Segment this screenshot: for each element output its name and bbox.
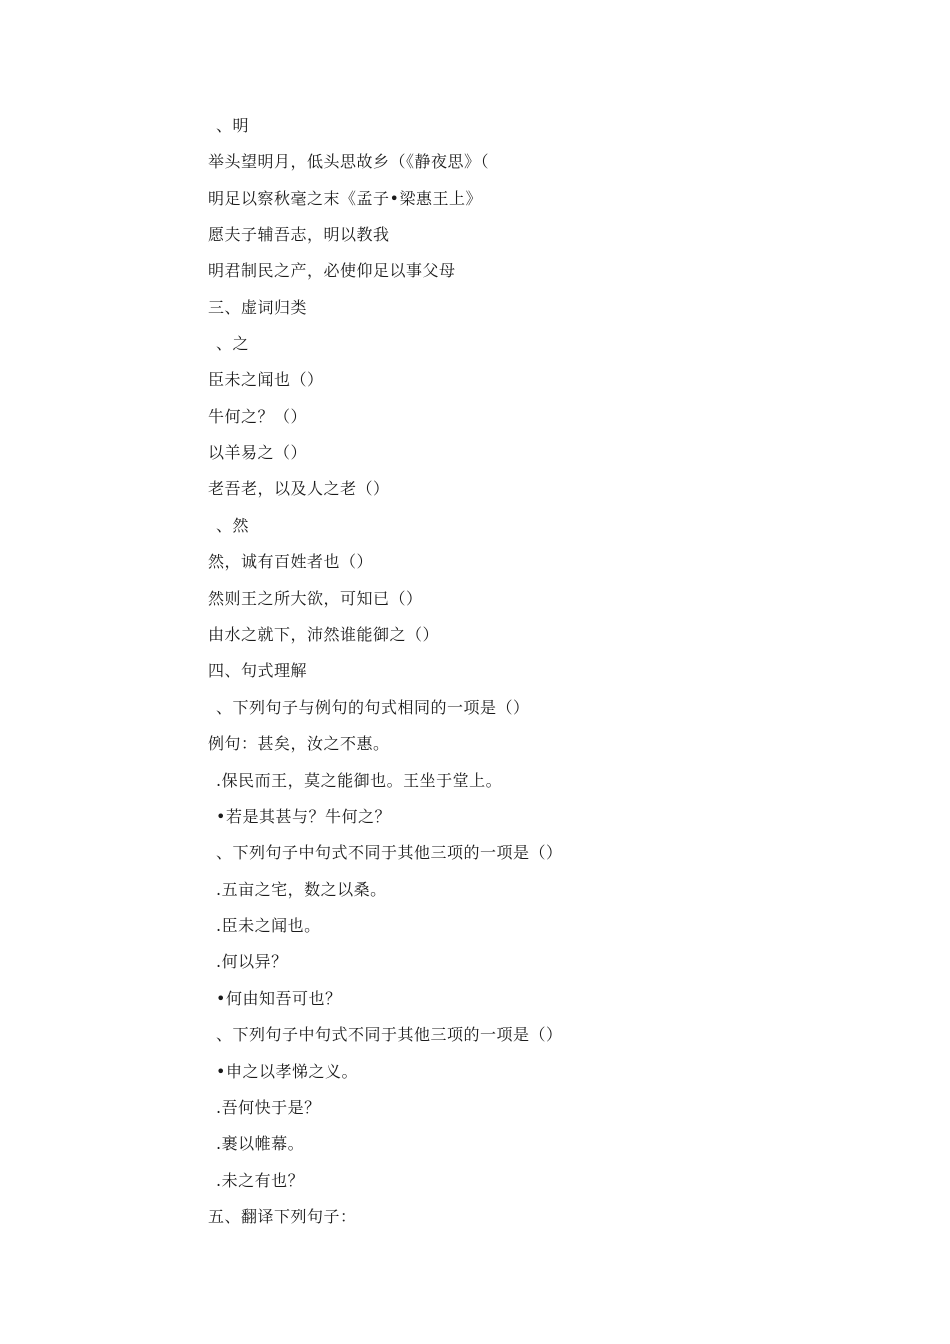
answer-option: .五亩之宅，数之以桑。 xyxy=(216,880,387,899)
question-line: 然，诚有百姓者也（） xyxy=(208,552,374,571)
section-heading-4: 四、句式理解 xyxy=(208,661,308,680)
question-line: 臣未之闻也（） xyxy=(208,370,324,389)
item-heading-ming: 、明 xyxy=(216,116,250,135)
item-heading-ran: 、然 xyxy=(216,516,250,535)
answer-option: .臣未之闻也。 xyxy=(216,916,321,935)
answer-option: .裹以帷幕。 xyxy=(216,1134,305,1153)
example-sentence: 愿夫子辅吾志，明以教我 xyxy=(208,225,390,244)
question-prompt: 、下列句子中句式不同于其他三项的一项是（） xyxy=(216,1025,563,1044)
answer-option: .未之有也？ xyxy=(216,1171,305,1190)
answer-option: •申之以孝悌之义。 xyxy=(216,1062,358,1081)
section-heading-3: 三、虚词归类 xyxy=(208,298,308,317)
answer-option: .何以异？ xyxy=(216,952,288,971)
answer-option: .保民而王，莫之能御也。王坐于堂上。 xyxy=(216,771,503,790)
question-prompt: 、下列句子中句式不同于其他三项的一项是（） xyxy=(216,843,563,862)
question-line: 牛何之？（） xyxy=(208,407,308,426)
answer-option: .吾何快于是？ xyxy=(216,1098,321,1117)
question-line: 由水之就下，沛然谁能御之（） xyxy=(208,625,440,644)
answer-option: •何由知吾可也？ xyxy=(216,989,342,1008)
section-heading-5: 五、翻译下列句子： xyxy=(208,1207,357,1226)
example-sentence: 例句：甚矣，汝之不惠。 xyxy=(208,734,390,753)
question-line: 以羊易之（） xyxy=(208,443,308,462)
question-line: 然则王之所大欲，可知已（） xyxy=(208,589,423,608)
example-sentence: 明君制民之产，必使仰足以事父母 xyxy=(208,261,456,280)
example-sentence: 举头望明月，低头思故乡（《静夜思》（ xyxy=(208,152,490,171)
item-heading-zhi: 、之 xyxy=(216,334,250,353)
question-prompt: 、下列句子与例句的句式相同的一项是（） xyxy=(216,698,530,717)
answer-option: •若是其甚与？牛何之？ xyxy=(216,807,391,826)
question-line: 老吾老，以及人之老（） xyxy=(208,479,390,498)
example-sentence: 明足以察秋毫之末《孟子•梁惠王上》 xyxy=(208,189,482,208)
